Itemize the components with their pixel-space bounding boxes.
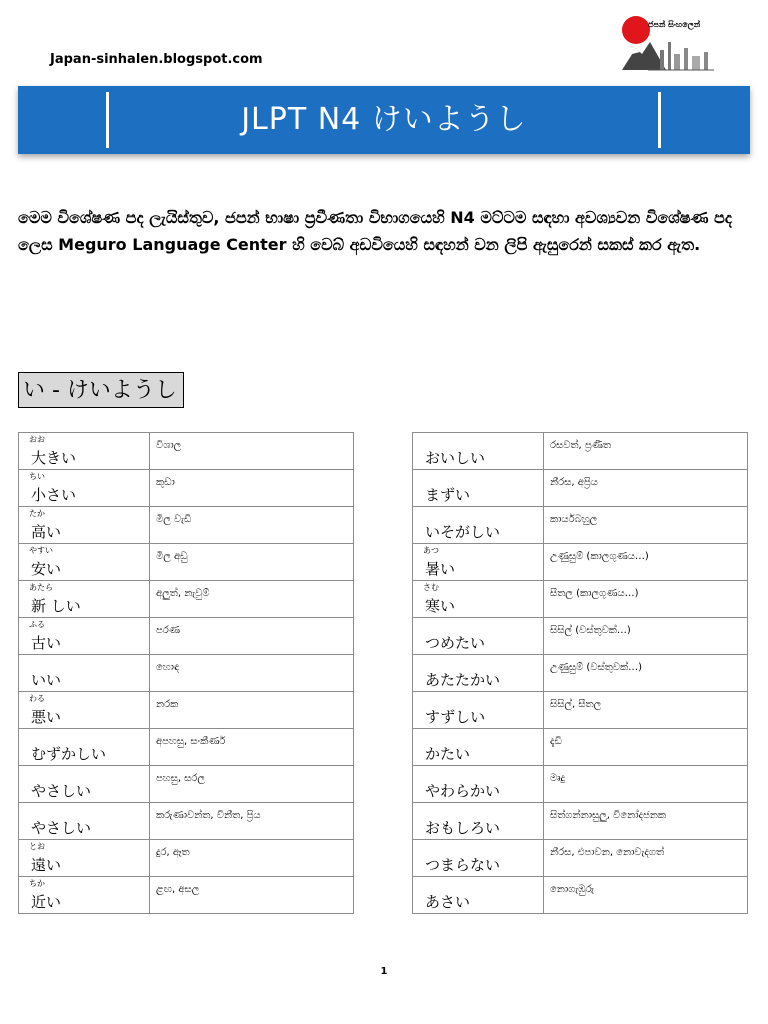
word-cell <box>19 581 150 618</box>
word-cell <box>19 803 150 840</box>
table-row <box>19 507 354 544</box>
table-row <box>413 729 748 766</box>
meaning-cell: හොඳ <box>150 655 354 692</box>
table-row <box>19 433 354 470</box>
table-row <box>19 692 354 729</box>
word-cell <box>19 618 150 655</box>
meaning-cell: උණුසුම් (කාලගුණය…) <box>544 544 748 581</box>
meaning-cell: මිල වැඩි <box>150 507 354 544</box>
logo-text: ජපන් සිංහලෙන් <box>648 20 701 29</box>
table-row <box>19 840 354 877</box>
japanese-word: 古い <box>31 634 62 652</box>
meaning-cell: ළඟ, අසල <box>150 877 354 914</box>
japanese-word: やさしい <box>31 782 92 800</box>
furigana: あつ <box>423 546 439 555</box>
table-row <box>19 803 354 840</box>
intro-paragraph: මෙම විශේෂණ පද ලැයිස්තුව, ජපන් භාෂා ප්‍රවීණතා විභාගයෙහි N4 මට්ටම සඳහා අවශ්‍යවන විශේෂණ පද ලෙස Meguro Language Center හි වෙබ් අඩවියෙහි සඳහන් වන ලිපි ඇසුරෙන් සකස් කර ඇත. <box>18 208 732 254</box>
japanese-word: あたたかい <box>425 671 501 689</box>
furigana: あたら <box>29 583 53 592</box>
japanese-word: 悪い <box>31 708 62 726</box>
meaning-cell: සිසිල් (වස්තුවක්…) <box>544 618 748 655</box>
furigana: ふる <box>29 620 45 629</box>
furigana: とお <box>29 842 45 851</box>
table-row <box>413 877 748 914</box>
meaning-cell: මෘදු <box>544 766 748 803</box>
furigana: わる <box>29 694 45 703</box>
meaning-cell: කරුණාවන්ත, විනීත, ප්‍රිය <box>150 803 354 840</box>
japanese-word: すずしい <box>425 708 486 726</box>
japanese-word: おもしろい <box>425 819 501 837</box>
table-row <box>413 655 748 692</box>
meaning-cell: දැඩි <box>544 729 748 766</box>
table-row <box>413 803 748 840</box>
meaning-cell: විශාල <box>150 433 354 470</box>
meaning-cell: දුර, ඈත <box>150 840 354 877</box>
meaning-cell: අලුත්, නැවුම් <box>150 581 354 618</box>
word-cell <box>413 544 544 581</box>
meaning-cell: නීරස, අප්‍රිය <box>544 470 748 507</box>
meaning-cell: සිසිල්, සීතල <box>544 692 748 729</box>
table-row <box>19 655 354 692</box>
meaning-cell: රසවත්, ප්‍රණීත <box>544 433 748 470</box>
word-cell <box>413 840 544 877</box>
japanese-word: あさい <box>425 893 471 911</box>
table-row <box>413 581 748 618</box>
japanese-word: 大きい <box>31 449 77 467</box>
table-row <box>413 470 748 507</box>
meaning-cell: උණුසුම් (වස්තුවක්…) <box>544 655 748 692</box>
japanese-word: 暑い <box>425 560 456 578</box>
word-cell <box>19 840 150 877</box>
word-cell <box>413 470 544 507</box>
japanese-word: いそがしい <box>425 523 501 541</box>
word-cell <box>413 877 544 914</box>
japanese-word: 高い <box>31 523 62 541</box>
japanese-word: やわらかい <box>425 782 501 800</box>
japanese-word: 寒い <box>425 597 456 615</box>
word-cell <box>413 655 544 692</box>
site-url[interactable]: Japan-sinhalen.blogspot.com <box>50 52 263 67</box>
furigana: やすい <box>29 546 53 555</box>
meaning-cell: සීතල (කාලගුණය…) <box>544 581 748 618</box>
word-cell <box>413 433 544 470</box>
japanese-word: 遠い <box>31 856 62 874</box>
meaning-cell: නරක <box>150 692 354 729</box>
table-row <box>413 618 748 655</box>
japanese-word: むずかしい <box>31 745 107 763</box>
japanese-word: 近い <box>31 893 62 911</box>
japanese-word: いい <box>31 671 62 689</box>
japanese-word: おいしい <box>425 449 486 467</box>
japanese-word: かたい <box>425 745 471 763</box>
furigana: たか <box>29 509 45 518</box>
vocab-table-left <box>18 432 354 914</box>
word-cell <box>19 544 150 581</box>
word-cell <box>413 692 544 729</box>
word-cell <box>413 803 544 840</box>
table-row <box>19 729 354 766</box>
table-row <box>413 766 748 803</box>
word-cell <box>413 507 544 544</box>
furigana: さむ <box>423 583 439 592</box>
furigana: ちか <box>29 879 45 888</box>
word-cell <box>413 618 544 655</box>
title-banner <box>18 86 750 154</box>
japanese-word: つめたい <box>425 634 486 652</box>
word-cell <box>19 507 150 544</box>
word-cell <box>19 729 150 766</box>
japanese-word: 新 しい <box>31 597 81 615</box>
meaning-cell: කාර්යබහුල <box>544 507 748 544</box>
meaning-cell: පරණ <box>150 618 354 655</box>
table-row <box>413 507 748 544</box>
table-row <box>413 544 748 581</box>
meaning-cell: සිත්ගන්නාසුලු, විනෝදජනක <box>544 803 748 840</box>
table-row <box>19 618 354 655</box>
vocab-table-right <box>412 432 748 914</box>
japanese-word: 小さい <box>31 486 77 504</box>
word-cell <box>413 766 544 803</box>
meaning-cell: කුඩා <box>150 470 354 507</box>
japanese-word: つまらない <box>425 856 501 874</box>
meaning-cell: නීරස, එපාවන, නොවැදගත් <box>544 840 748 877</box>
page-number: 1 <box>380 966 388 977</box>
word-cell <box>19 877 150 914</box>
word-cell <box>19 655 150 692</box>
table-row <box>19 877 354 914</box>
meaning-cell: මිල අඩු <box>150 544 354 581</box>
word-cell <box>19 692 150 729</box>
word-cell <box>413 729 544 766</box>
meaning-cell: නොගැඹුරු <box>544 877 748 914</box>
furigana: おお <box>29 435 45 444</box>
japanese-word: まずい <box>425 486 471 504</box>
section-heading: い - けいようし <box>18 372 184 408</box>
table-row <box>413 433 748 470</box>
furigana: ちい <box>29 472 45 481</box>
table-row <box>19 581 354 618</box>
meaning-cell: අපහසු, සංකීර්ණ <box>150 729 354 766</box>
word-cell <box>413 581 544 618</box>
meaning-cell: පහසු, සරල <box>150 766 354 803</box>
table-row <box>19 544 354 581</box>
word-cell <box>19 766 150 803</box>
table-row <box>19 470 354 507</box>
word-cell <box>19 470 150 507</box>
japanese-word: 安い <box>31 560 62 578</box>
japanese-word: やさしい <box>31 819 92 837</box>
page-title: JLPT N4 けいようし <box>241 102 527 137</box>
word-cell <box>19 433 150 470</box>
table-row <box>413 840 748 877</box>
table-row <box>413 692 748 729</box>
table-row <box>19 766 354 803</box>
